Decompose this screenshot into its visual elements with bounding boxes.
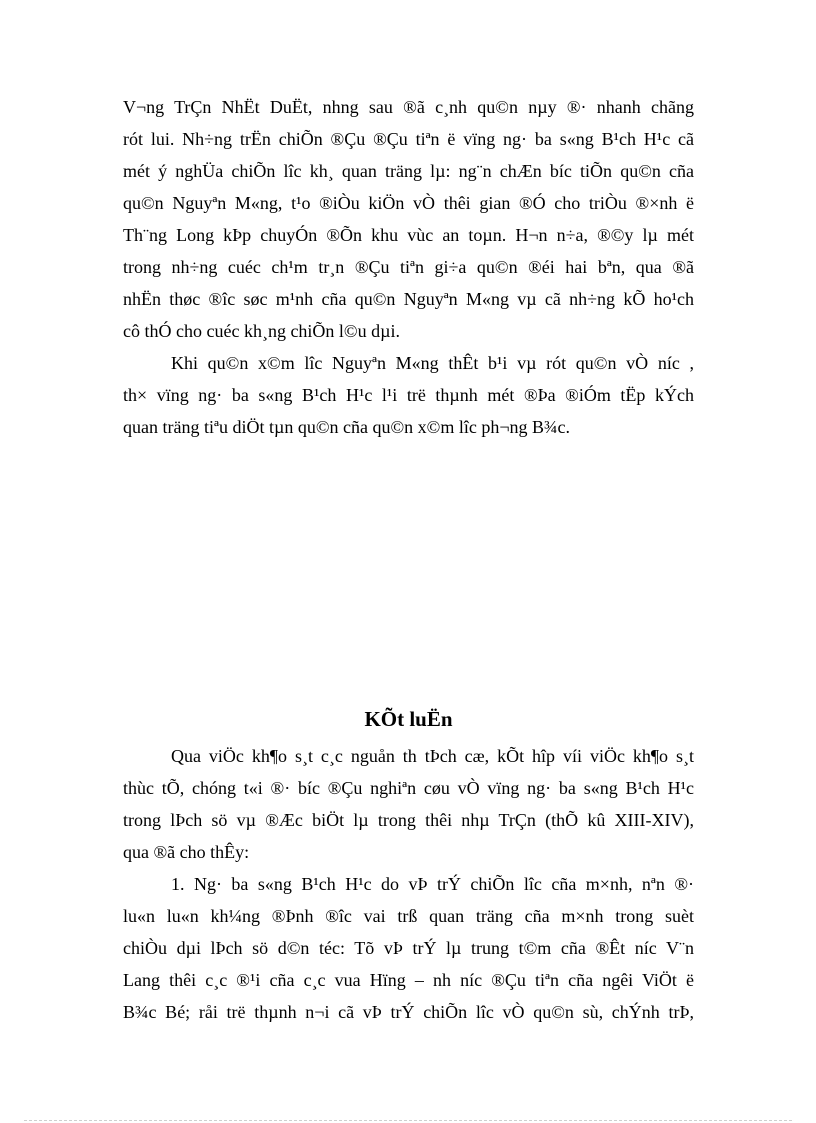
paragraph <box>123 740 694 868</box>
body-text-bottom <box>123 740 694 1028</box>
text-line: 1. Ng· ba s«ng B¹ch H¹c do vÞ trÝ chiÕn lîc cña m×nh, nªn ®· <box>171 874 694 894</box>
text-line: thùc tÕ, chóng t«i ®· bíc ®Çu nghiªn cøu vÒ vïng ng· ba s«ng B¹ch H¹c <box>123 778 694 798</box>
text-line: lu«n lu«n kh¼ng ®Þnh ®îc vai trß quan träng cña m×nh trong suèt <box>123 906 694 926</box>
text-line: nhËn thøc ®îc søc m¹nh cña qu©n Nguyªn M«ng vµ cã nh÷ng kÕ ho¹ch <box>123 289 694 309</box>
section-heading: KÕt luËn <box>364 707 453 731</box>
text-line: quan träng tiªu diÖt tµn qu©n cña qu©n x©m lîc ph¬ng B¾c. <box>123 417 570 437</box>
paragraph <box>123 91 694 347</box>
text-line: trong nh÷ng cuéc ch¹m tr¸n ®Çu tiªn gi÷a qu©n ®éi hai bªn, qua ®ã <box>123 257 694 277</box>
text-line: chiÒu dµi lÞch sö d©n téc: Tõ vÞ trÝ lµ trung t©m cña ®Êt níc V¨n <box>123 938 694 958</box>
text-line: B¾c Bé; råi trë thµnh n¬i cã vÞ trÝ chiÕn lîc vÒ qu©n sù, chÝnh trÞ, <box>123 1002 694 1022</box>
text-line: trong lÞch sö vµ ®Æc biÖt lµ trong thêi nhµ TrÇn (thÕ kû XIII-XIV), <box>123 810 694 830</box>
text-line: cô thÓ cho cuéc kh¸ng chiÕn l©u dµi. <box>123 321 400 341</box>
page-bottom-divider <box>24 1120 792 1121</box>
paragraph <box>123 868 694 1028</box>
text-line: qu©n Nguyªn M«ng, t¹o ®iÒu kiÖn vÒ thêi gian ®Ó cho triÒu ®×nh ë <box>123 193 694 213</box>
text-line: qua ®ã cho thÊy: <box>123 842 250 862</box>
text-line: Lang thêi c¸c ®¹i cña c¸c vua Hïng – nh níc ®Çu tiªn cña ngêi ViÖt ë <box>123 970 694 990</box>
text-line: Khi qu©n x©m lîc Nguyªn M«ng thÊt b¹i vµ rót qu©n vÒ níc , <box>171 353 694 373</box>
text-line: Th¨ng Long kÞp chuyÓn ®Õn khu vùc an toµn. H¬n n÷a, ®©y lµ mét <box>123 225 694 245</box>
paragraph <box>123 347 694 443</box>
text-line: th× vïng ng· ba s«ng B¹ch H¹c l¹i trë thµnh mét ®Þa ®iÓm tËp kÝch <box>123 385 694 405</box>
text-line: V¬ng TrÇn NhËt DuËt, nhng sau ®ã c¸nh qu©n nµy ®· nhanh chãng <box>123 97 694 117</box>
body-text-top <box>123 91 694 443</box>
text-line: mét ý nghÜa chiÕn lîc kh¸ quan träng lµ: ng¨n chÆn bíc tiÕn qu©n cña <box>123 161 694 181</box>
text-line: Qua viÖc kh¶o s¸t c¸c nguån th tÞch cæ, kÕt hîp víi viÖc kh¶o s¸t <box>171 746 694 766</box>
text-line: rót lui. Nh÷ng trËn chiÕn ®Çu ®Çu tiªn ë vïng ng· ba s«ng B¹ch H¹c cã <box>123 129 694 149</box>
